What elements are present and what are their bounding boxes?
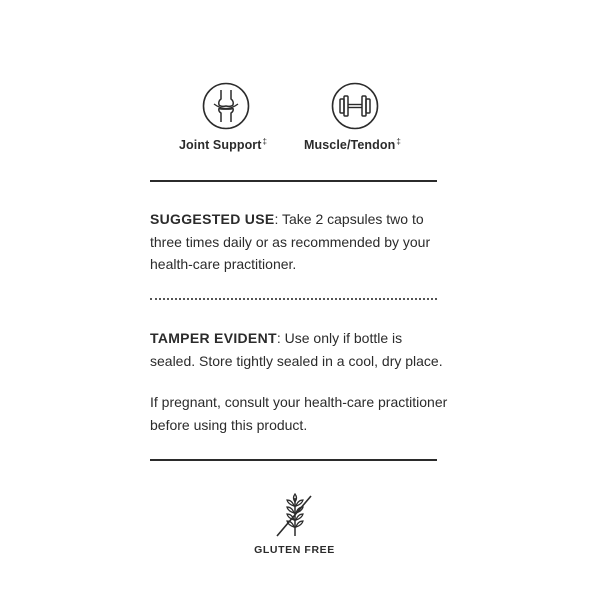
top-divider	[150, 180, 437, 182]
crossed-wheat-icon	[273, 492, 317, 540]
gluten-free-label: GLUTEN FREE	[254, 544, 335, 556]
suggested-use-text: : Take 2 capsules two to three times daily or as recommended by your health-care practitioner.	[150, 211, 431, 272]
tamper-evident-heading: TAMPER EVIDENT	[150, 330, 277, 346]
tamper-evident-paragraph	[150, 327, 450, 372]
joint-support-footnote-mark: ‡	[262, 137, 268, 146]
bottom-divider	[150, 459, 437, 461]
muscle-tendon-footnote-mark: ‡	[396, 137, 401, 146]
muscle-tendon-label	[304, 137, 401, 152]
suggested-use-heading: SUGGESTED USE	[150, 211, 275, 227]
dotted-divider	[150, 298, 437, 300]
dumbbell-icon	[331, 82, 379, 130]
joint-support-text: Joint Support	[179, 138, 262, 152]
pregnancy-warning: If pregnant, consult your health-care practitioner before using this product.	[150, 394, 448, 433]
suggested-use-paragraph	[150, 208, 450, 276]
knee-joint-icon	[202, 82, 250, 130]
joint-support-label	[179, 137, 267, 152]
muscle-tendon-text: Muscle/Tendon	[304, 138, 396, 152]
tamper-evident-text: : Use only if bottle is sealed. Store tightly sealed in a cool, dry place.	[150, 330, 443, 369]
